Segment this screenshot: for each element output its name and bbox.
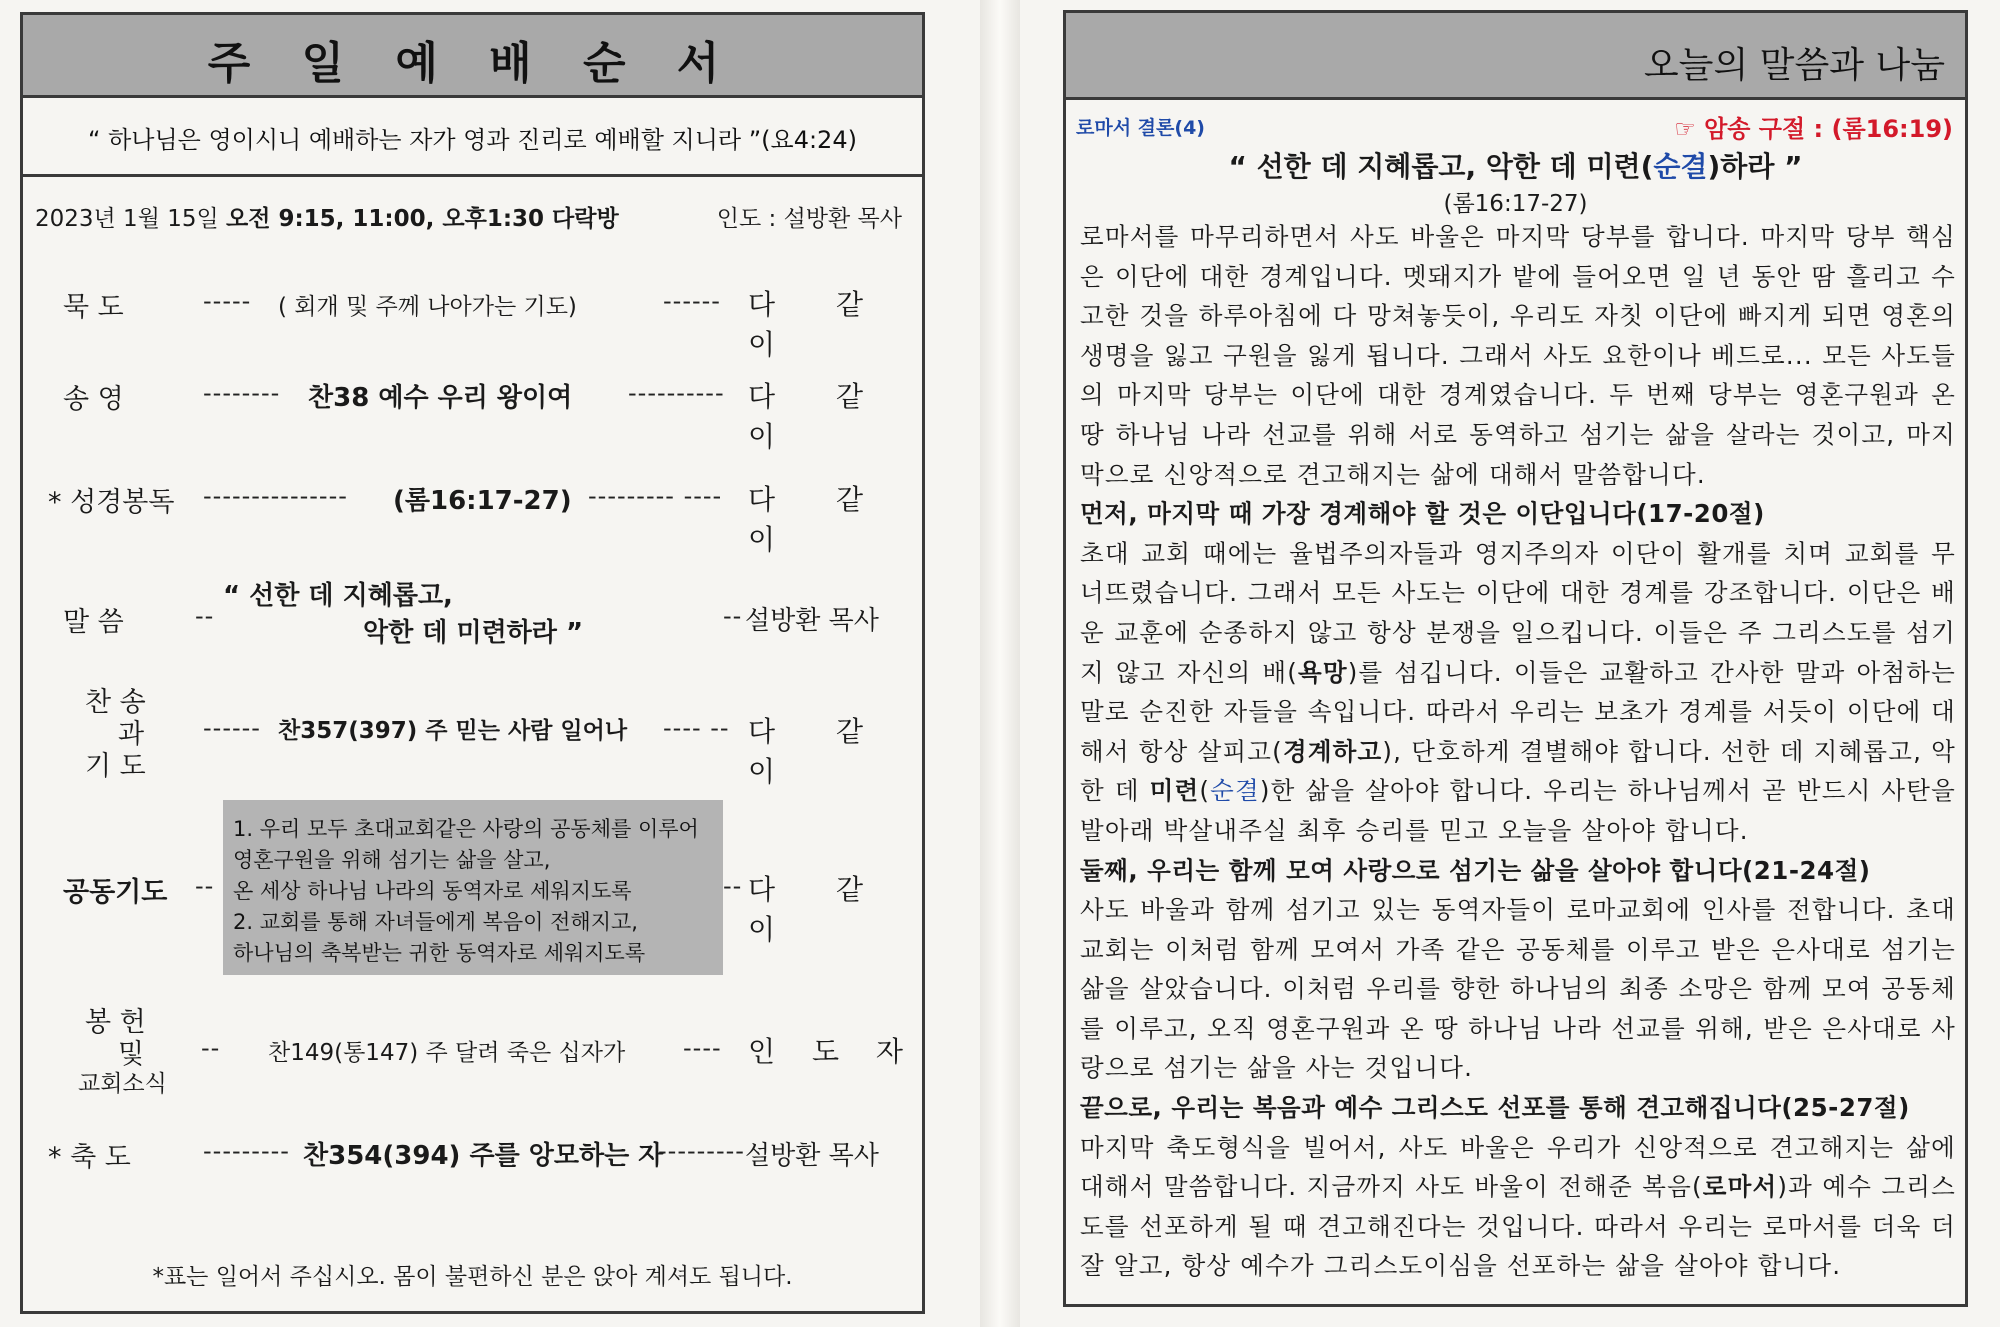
scripture-reading-performer: 다 같 이 (748, 483, 889, 556)
silent-prayer-dash-right: ------ (663, 287, 721, 315)
praise-dash-left: ------ (203, 714, 261, 742)
silent-prayer-dash-left: ----- (203, 287, 252, 315)
common-prayer-dash-left: -- (195, 872, 215, 900)
theme-verse: “ 하나님은 영이시니 예배하는 자가 영과 진리로 예배할 지니라 ”(요4:24) (88, 126, 857, 154)
p2-bold-guard: 경계하고 (1282, 736, 1383, 766)
service-leader: 인도 : 설방환 목사 (716, 206, 902, 232)
doxology-label: 송 영 (63, 384, 124, 415)
offering-dash-right: ---- (683, 1034, 722, 1062)
benediction-dash-right: --------- (658, 1137, 745, 1165)
sermon-notes-panel (1063, 10, 1968, 1307)
point-2-paragraph: 사도 바울과 함께 섬기고 있는 동역자들이 로마교회에 인사를 전합니다. 초대교회는 이처럼 함께 모여서 가족 같은 공동체를 이루고 받은 은사대로 섬기는 삶을 살았습니다. 이처럼 우리를 향한 하나님의 최종 소망은 함께 모여 공동체를 이루고, 오직 영혼구원과 온 땅 하나님 나라 선교를 위해, 받은 은사대로 사랑으로 섬기는 삶을 사는 것입니다. (1080, 895, 1956, 1083)
p2-text-e: ), 단호하게 결별해야 합니다. 선한 데 지혜롭고, 악한 데 (1080, 736, 1957, 806)
p2-bold-foolish: 미련 (1149, 776, 1200, 806)
sermon-title-highlight: 순결 (1653, 150, 1708, 183)
prayer-item-1: 1. 우리 모두 초대교회같은 사랑의 공동체를 이루어 (233, 817, 699, 841)
point-3-paragraph (1080, 1128, 1956, 1286)
benediction-performer: 설방환 목사 (745, 1141, 879, 1171)
sermon-performer: 설방환 목사 (745, 606, 879, 636)
worship-order-title: 주 일 예 배 순 서 (207, 38, 738, 89)
p2-text-i: )한 삶을 살아야 합니다. 우리는 하나님께서 곧 반드시 사탄을 발아래 박살내주실 최후 승리를 믿고 오늘을 살아야 합니다. (1080, 776, 1956, 845)
benediction-label: * 축 도 (48, 1142, 131, 1173)
offering-label-line2: 및 (118, 1039, 145, 1070)
p2-text-c: )를 섬깁니다. 이들은 교활하고 간사한 말과 아첨하는 말로 순진한 자들을 속입니다. 따라서 우리는 보초가 경계를 서듯이 이단에 대해서 항상 살피고( (1080, 657, 1956, 766)
offering-label-line3: 교회소식 (78, 1071, 167, 1097)
sermon-title-part1: “ 선한 데 지혜롭고, 악한 데 미련( (1228, 150, 1654, 183)
intro-paragraph: 로마서를 마무리하면서 사도 바울은 마지막 당부를 합니다. 마지막 당부 핵심은 이단에 대한 경계입니다. 멧돼지가 밭에 들어오면 일 년 동안 땀 흘리고 수고한 것을 하루아침에 다 망쳐놓듯이, 우리도 자칫 이단에 빠지게 되면 영혼의 생명을 잃고 구원을 잃게 됩니다. 그래서 사도 요한이나 베드로... 모든 사도들의 마지막 당부는 이단에 대한 경계였습니다. 두 번째 당부는 영혼구원과 온 땅 하나님 나라 선교를 위해 서로 동역하고 섬기는 삶을 살라는 것이고, 마지막으로 신앙적으로 견고해지는 삶에 대해서 말씀합니다. (1080, 222, 1956, 489)
offering-label-line1: 봉 헌 (85, 1007, 146, 1038)
common-prayer-label: 공동기도 (63, 877, 168, 908)
silent-prayer-content: ( 회개 및 주께 나아가는 기도) (278, 294, 577, 320)
scripture-reading-dash-left: --------------- (203, 482, 348, 510)
sermon-dash-right: -- (723, 602, 743, 630)
doxology-dash-left: -------- (203, 379, 281, 407)
p4-text-a: 마지막 축도형식을 빌어서, 사도 바울은 우리가 신앙적으로 견고해지는 삶에 대해서 말씀합니다. 지금까지 사도 바울이 전해준 복음( (1080, 1132, 1956, 1202)
praise-label-line2: 과 (118, 719, 145, 750)
sermon-label: 말 씀 (63, 607, 124, 638)
sermon-reference: (롬16:17-27) (1443, 191, 1588, 217)
doxology-content: 찬38 예수 우리 왕이여 (308, 383, 573, 413)
doxology-performer: 다 같 이 (748, 380, 889, 453)
common-prayer-dash-right: -- (723, 872, 743, 900)
scripture-reading-content: (롬16:17-27) (393, 486, 572, 516)
point-2-heading: 둘째, 우리는 함께 모여 사랑으로 섬기는 삶을 살아야 합니다(21-24절) (1080, 855, 1871, 885)
offering-dash-left: -- (201, 1034, 221, 1062)
memory-verse: ☞ 암송 구절 : (롬16:19) (1674, 115, 1953, 143)
praise-performer: 다 같 이 (748, 715, 889, 788)
p4-bold-romans: 로마서 (1702, 1172, 1778, 1202)
p2-bold-greed: 욕망 (1297, 657, 1348, 687)
page-fold (980, 0, 1020, 1327)
worship-order-header (23, 15, 922, 98)
sermon-title-line1: “ 선한 데 지혜롭고, (223, 581, 453, 611)
service-times: 오전 9:15, 11:00, 오후1:30 다락방 (226, 206, 619, 232)
service-date: 2023년 1월 15일 (35, 206, 219, 232)
worship-order-panel (20, 12, 925, 1314)
standing-note: *표는 일어서 주십시오. 몸이 불편하신 분은 앉아 계셔도 됩니다. (152, 1264, 793, 1290)
common-prayer-performer: 다 같 이 (748, 873, 889, 946)
point-1-paragraph (1080, 534, 1956, 851)
prayer-item-1-line2: 영혼구원을 위해 섬기는 삶을 살고, (233, 848, 551, 872)
sermon-title-line2: 악한 데 미련하라 ” (363, 618, 584, 648)
praise-label-line3: 기 도 (85, 751, 146, 782)
benediction-content: 찬354(394) 주를 앙모하는 자 (303, 1141, 664, 1171)
praise-content: 찬357(397) 주 믿는 사람 일어나 (278, 718, 628, 744)
scripture-reading-dash-right: --------- ---- (588, 482, 723, 510)
doxology-dash-right: ---------- (628, 379, 725, 407)
praise-label-line1: 찬 송 (85, 687, 146, 718)
sermon-dash-left: -- (195, 602, 215, 630)
benediction-dash-left: --------- (203, 1137, 290, 1165)
prayer-item-1-line3: 온 세상 하나님 나라의 동역자로 세워지도록 (233, 879, 632, 903)
prayer-item-2-line2: 하나님의 축복받는 귀한 동역자로 세워지도록 (233, 941, 646, 965)
sermon-title-part2: )하라 ” (1707, 150, 1803, 183)
silent-prayer-performer: 다 같 이 (748, 288, 889, 361)
point-1-heading: 먼저, 마지막 때 가장 경계해야 할 것은 이단입니다(17-20절) (1080, 499, 1765, 529)
series-label: 로마서 결론(4) (1076, 117, 1205, 139)
sermon-notes-header (1066, 13, 1965, 100)
sermon-body (1080, 217, 1956, 1286)
p2-text-g: ( (1199, 776, 1211, 806)
p4-text-c: )과 예수 그리스도를 선포하게 될 때 견고해진다는 것입니다. 따라서 우리는 로마서를 더욱 더 잘 알고, 항상 예수가 그리스도이심을 선포하는 삶을 살아야 합니다. (1080, 1172, 1957, 1281)
theme-verse-box (23, 98, 922, 177)
sermon-notes-title: 오늘의 말씀과 나눔 (1643, 45, 1945, 86)
p2-blue-pure: 순결 (1210, 776, 1260, 806)
sermon-title (1066, 145, 1965, 185)
common-prayer-box (223, 800, 723, 975)
praise-dash-right: ---- -- (663, 714, 730, 742)
prayer-item-2: 2. 교회를 통해 자녀들에게 복음이 전해지고, (233, 910, 638, 934)
service-date-line (35, 200, 619, 233)
scripture-reading-label: * 성경봉독 (48, 487, 175, 518)
silent-prayer-label: 묵 도 (63, 292, 124, 323)
point-3-heading: 끝으로, 우리는 복음과 예수 그리스도 선포를 통해 견고해집니다(25-27절) (1080, 1093, 1910, 1123)
offering-performer: 인 도 자 (748, 1035, 917, 1068)
offering-content: 찬149(통147) 주 달려 죽은 십자가 (268, 1040, 626, 1066)
p2-text-a: 초대 교회 때에는 율법주의자들과 영지주의자 이단이 활개를 치며 교회를 무너뜨렸습니다. 그래서 모든 사도는 이단에 대한 경계를 강조합니다. 이단은 배운 교훈에 순종하지 않고 항상 분쟁을 일으킵니다. 이들은 주 그리스도를 섬기지 않고 자신의 배( (1080, 538, 1956, 687)
